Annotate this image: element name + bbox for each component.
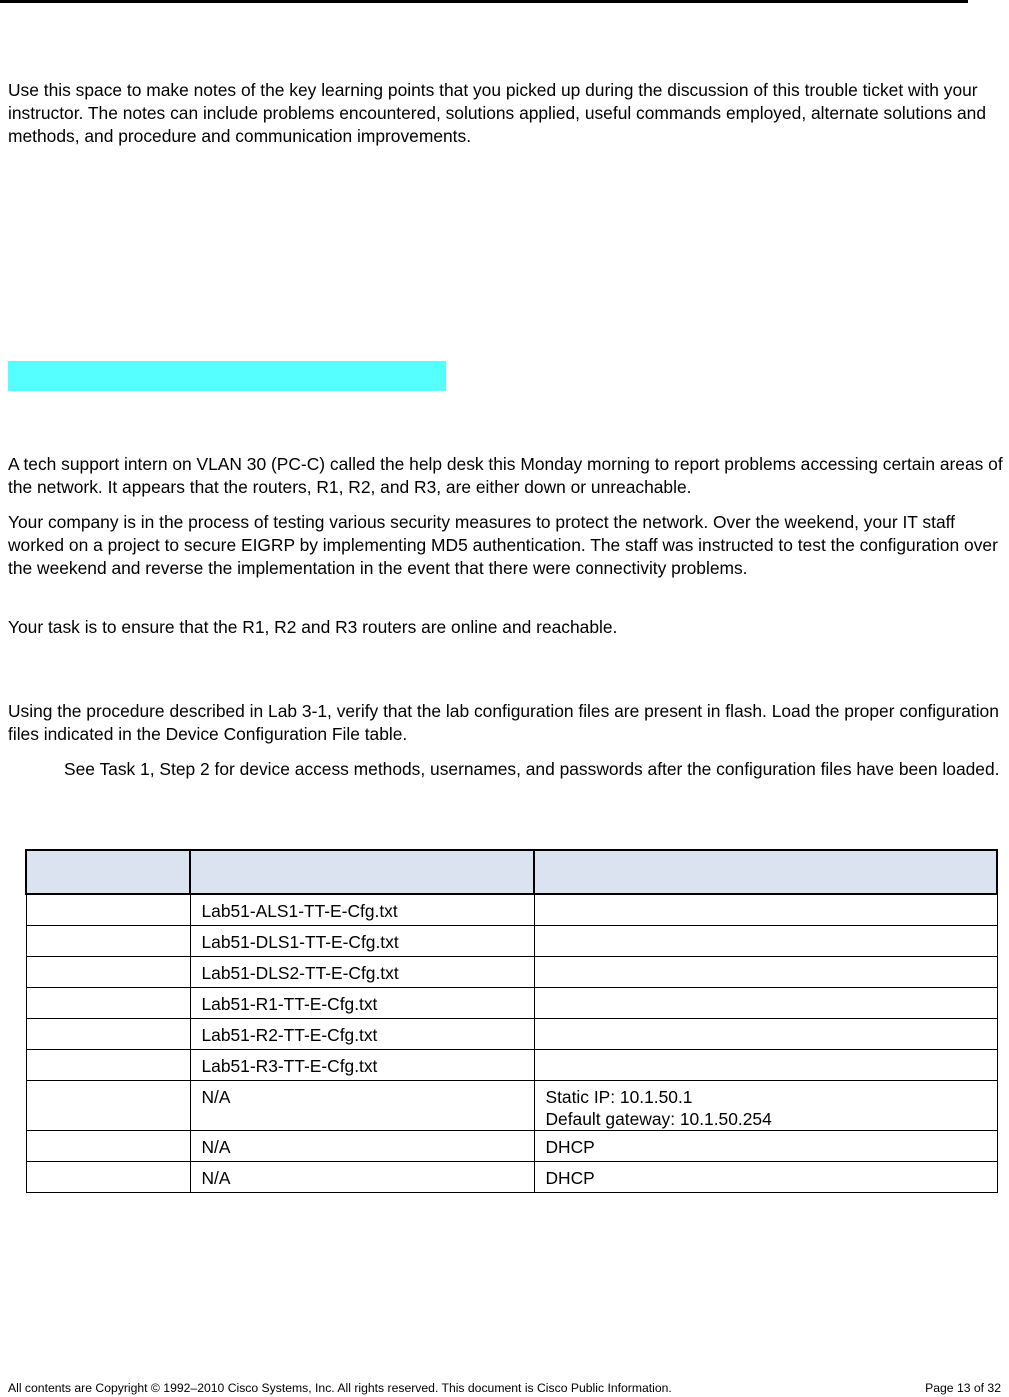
device-cell (26, 925, 190, 956)
header-rule (0, 0, 968, 3)
settings-cell: Static IP: 10.1.50.1 Default gateway: 10.1.50.254 (534, 1080, 997, 1130)
table-row (26, 1018, 997, 1049)
settings-cell (534, 894, 997, 925)
config-file-cell: N/A (190, 1161, 534, 1192)
config-file-cell: Lab51-DLS2-TT-E-Cfg.txt (190, 956, 534, 987)
scenario-paragraph-1: A tech support intern on VLAN 30 (PC-C) called the help desk this Monday morning to report problems accessing certain areas of the network. It appears that the routers, R1, R2, and R3, are either down or unreachable. (8, 454, 1003, 498)
settings-cell (534, 1018, 997, 1049)
table-row (26, 1049, 997, 1080)
load-config-paragraph: Using the procedure described in Lab 3-1, verify that the lab configuration files are present in flash. Load the proper configuration files indicated in the Device Configuration File table. (8, 701, 999, 745)
scenario-paragraph-2: Your company is in the process of testing various security measures to protect the network. Over the weekend, your IT staff worked on a project to secure EIGRP by implementing MD5 authentication. The staff was instructed to test the configuration over the weekend and reverse the implementation in the event that there were connectivity problems. (8, 512, 998, 579)
config-file-cell: Lab51-R1-TT-E-Cfg.txt (190, 987, 534, 1018)
header-cell-file (190, 850, 534, 894)
notes-intro-text: Use this space to make notes of the key learning points that you picked up during the discussion of this trouble ticket with your instructor. The notes can include problems encountered, solutions applied, useful commands employed, alternate solutions and methods, and procedure and communication improvements. (8, 80, 987, 147)
device-cell (26, 1161, 190, 1192)
table-header-row (26, 850, 997, 894)
header-cell-device (26, 850, 190, 894)
footer-page-number: Page 13 of 32 (925, 1381, 1001, 1395)
device-cell (26, 987, 190, 1018)
table-row (26, 987, 997, 1018)
table-row (26, 1080, 997, 1130)
config-file-cell: N/A (190, 1130, 534, 1161)
device-cell (26, 1049, 190, 1080)
access-note-paragraph (8, 758, 1008, 781)
access-note-text: See Task 1, Step 2 for device access methods, usernames, and passwords after the configuration files have been loaded. (64, 759, 1000, 779)
settings-cell (534, 1049, 997, 1080)
settings-cell (534, 987, 997, 1018)
table-row (26, 925, 997, 956)
table-row (26, 894, 997, 925)
table-body (26, 894, 997, 1192)
table-row (26, 1161, 997, 1192)
config-file-cell: Lab51-ALS1-TT-E-Cfg.txt (190, 894, 534, 925)
device-cell (26, 894, 190, 925)
table-row (26, 956, 997, 987)
device-config-table (25, 849, 998, 1193)
device-cell (26, 956, 190, 987)
footer-copyright: All contents are Copyright © 1992–2010 Cisco Systems, Inc. All rights reserved. This document is Cisco Public Information. (8, 1381, 672, 1395)
table-row (26, 1130, 997, 1161)
header-cell-settings (534, 850, 997, 894)
device-cell (26, 1080, 190, 1130)
config-file-cell: N/A (190, 1080, 534, 1130)
settings-cell (534, 956, 997, 987)
device-cell (26, 1130, 190, 1161)
device-cell (26, 1018, 190, 1049)
scenario-paragraph-3: Your task is to ensure that the R1, R2 and R3 routers are online and reachable. (8, 617, 618, 637)
config-file-cell: Lab51-R2-TT-E-Cfg.txt (190, 1018, 534, 1049)
config-file-cell: Lab51-DLS1-TT-E-Cfg.txt (190, 925, 534, 956)
settings-cell: DHCP (534, 1161, 997, 1192)
section-heading-highlight (8, 361, 446, 391)
config-file-cell: Lab51-R3-TT-E-Cfg.txt (190, 1049, 534, 1080)
settings-cell (534, 925, 997, 956)
settings-cell: DHCP (534, 1130, 997, 1161)
